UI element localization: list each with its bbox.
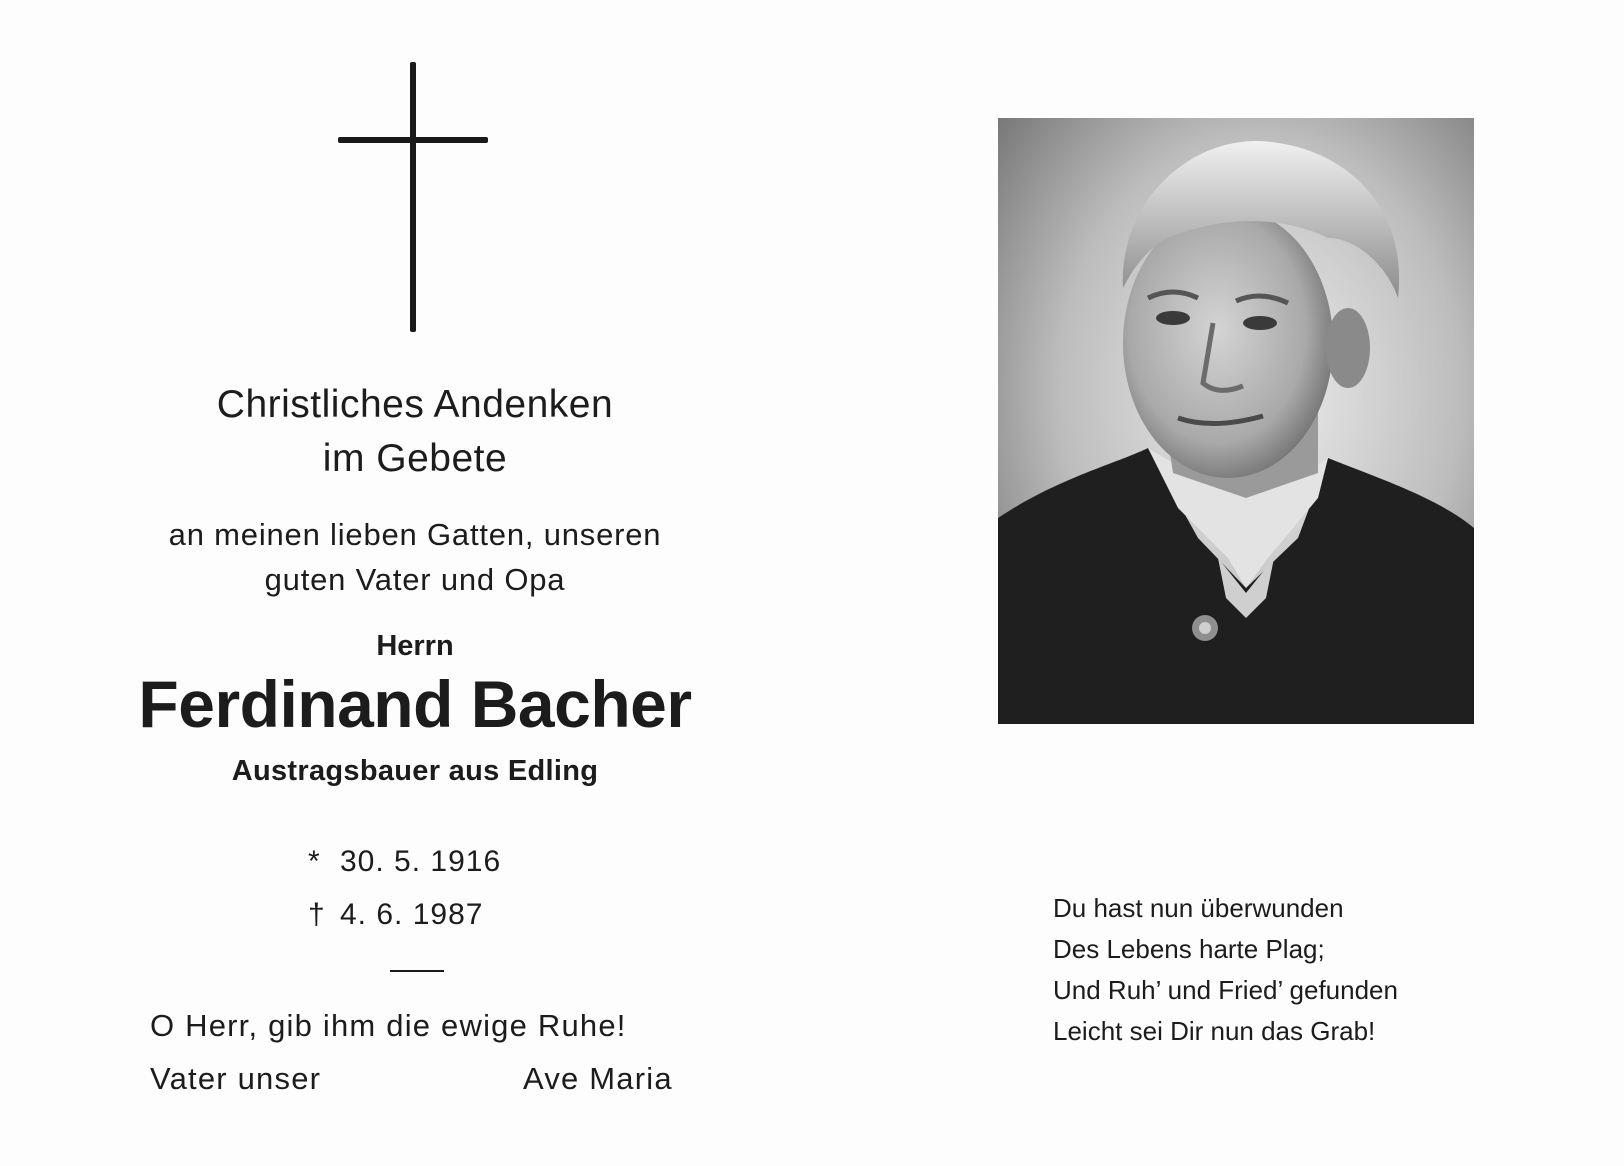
occupation: Austragsbauer aus Edling xyxy=(231,755,599,787)
salutation: Herrn xyxy=(376,630,454,662)
deceased-name: Ferdinand Bacher xyxy=(138,667,692,741)
poem-line-2: Des Lebens harte Plag; xyxy=(1053,934,1325,964)
poem-line-1: Du hast nun überwunden xyxy=(1053,893,1344,923)
death-date-row xyxy=(308,898,483,932)
headline-line-2: im Gebete xyxy=(322,437,508,480)
portrait-photo xyxy=(998,118,1474,724)
dedication xyxy=(100,512,730,602)
headline xyxy=(100,378,730,486)
divider xyxy=(390,970,444,972)
death-date: 4. 6. 1987 xyxy=(340,898,484,931)
prayer-vater-unser: Vater unser xyxy=(150,1061,322,1096)
cross-icon xyxy=(338,62,488,332)
poem xyxy=(1053,888,1398,1052)
poem-line-4: Leicht sei Dir nun das Grab! xyxy=(1053,1016,1376,1046)
dedication-line-2: guten Vater und Opa xyxy=(264,562,566,597)
birth-date-row xyxy=(308,845,501,879)
birth-date: 30. 5. 1916 xyxy=(340,845,502,878)
death-symbol: † xyxy=(308,898,326,931)
headline-line-1: Christliches Andenken xyxy=(216,383,614,426)
prayer-ave-maria: Ave Maria xyxy=(523,1061,673,1096)
poem-line-3: Und Ruh’ und Fried’ gefunden xyxy=(1053,975,1398,1005)
prayer-line: O Herr, gib ihm die ewige Ruhe! xyxy=(150,1008,627,1043)
birth-symbol: * xyxy=(308,845,321,878)
dedication-line-1: an meinen lieben Gatten, unseren xyxy=(168,517,662,552)
